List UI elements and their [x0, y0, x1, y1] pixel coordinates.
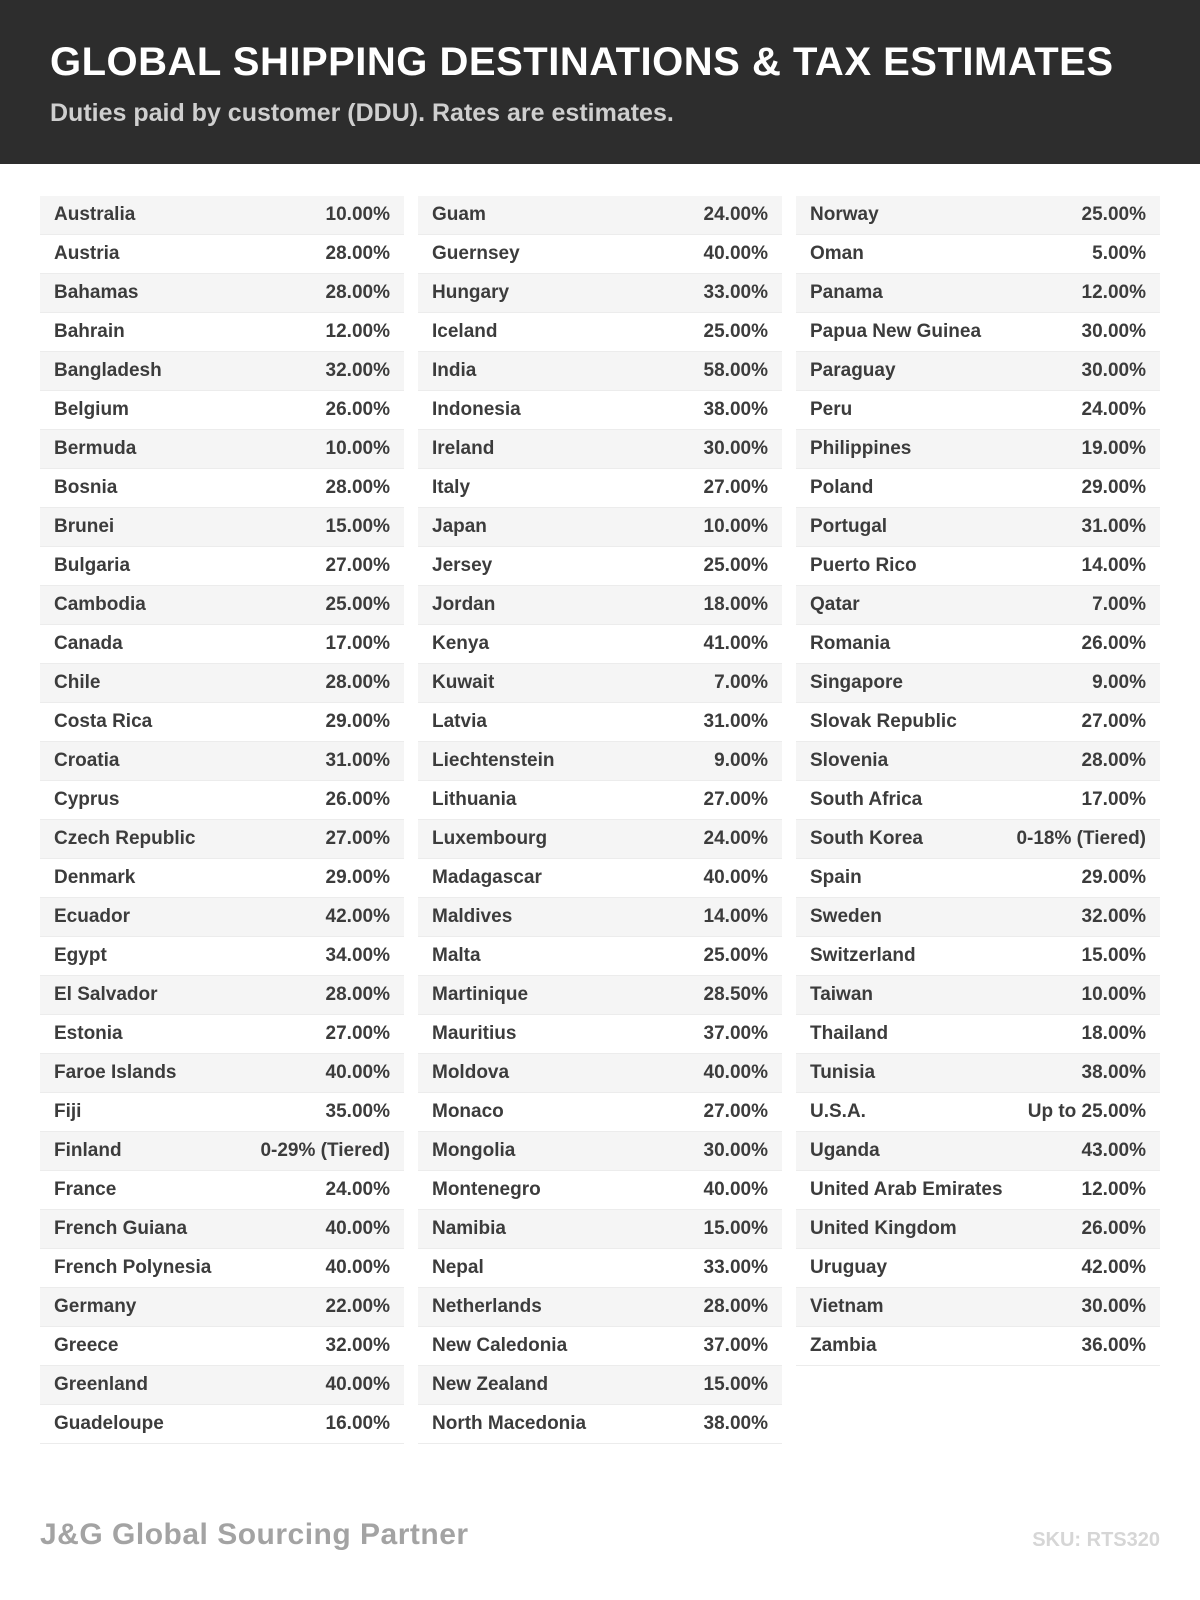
- tax-rate: 0-18% (Tiered): [1016, 828, 1146, 849]
- country-name: Greenland: [54, 1374, 148, 1395]
- table-row: [418, 1327, 782, 1366]
- rate-table: [0, 164, 1200, 1444]
- tax-rate: 17.00%: [1081, 789, 1146, 810]
- table-row: [40, 1327, 404, 1366]
- country-name: Mauritius: [432, 1023, 517, 1044]
- tax-rate: 36.00%: [1081, 1335, 1146, 1356]
- table-row: [418, 859, 782, 898]
- table-row: [40, 274, 404, 313]
- country-name: Thailand: [810, 1023, 889, 1044]
- table-row: [418, 1405, 782, 1444]
- country-name: Uganda: [810, 1140, 880, 1161]
- table-row: [40, 1288, 404, 1327]
- table-row: [796, 1132, 1160, 1171]
- table-row: [796, 976, 1160, 1015]
- tax-rate: 28.00%: [325, 984, 390, 1005]
- page-header: [0, 0, 1200, 164]
- country-name: United Arab Emirates: [810, 1179, 1003, 1200]
- tax-rate: 28.50%: [703, 984, 768, 1005]
- tax-rate: 31.00%: [703, 711, 768, 732]
- tax-rate: 27.00%: [703, 477, 768, 498]
- tax-rate: 30.00%: [703, 1140, 768, 1161]
- table-row: [40, 313, 404, 352]
- table-row: [418, 352, 782, 391]
- country-name: Costa Rica: [54, 711, 153, 732]
- table-row: [418, 625, 782, 664]
- table-row: [418, 703, 782, 742]
- tax-rate: 42.00%: [325, 906, 390, 927]
- page-title: GLOBAL SHIPPING DESTINATIONS & TAX ESTIMATES: [50, 40, 1114, 84]
- tax-rate: 40.00%: [325, 1218, 390, 1239]
- table-row: [796, 196, 1160, 235]
- tax-rate: 27.00%: [325, 828, 390, 849]
- tax-rate: 17.00%: [325, 633, 390, 654]
- table-column: [796, 196, 1160, 1366]
- country-name: Tunisia: [810, 1062, 876, 1083]
- table-row: [40, 1132, 404, 1171]
- tax-rate: 10.00%: [325, 438, 390, 459]
- country-name: Guernsey: [432, 243, 520, 264]
- tax-rate: 58.00%: [703, 360, 768, 381]
- table-row: [40, 1054, 404, 1093]
- tax-rate: 29.00%: [1081, 477, 1146, 498]
- table-row: [796, 1327, 1160, 1366]
- tax-rate: 26.00%: [325, 789, 390, 810]
- table-row: [418, 898, 782, 937]
- country-name: Maldives: [432, 906, 513, 927]
- table-row: [796, 1054, 1160, 1093]
- tax-rate: 28.00%: [703, 1296, 768, 1317]
- tax-rate: 31.00%: [1081, 516, 1146, 537]
- tax-rate: 28.00%: [325, 243, 390, 264]
- country-name: Nepal: [432, 1257, 484, 1278]
- country-name: Finland: [54, 1140, 122, 1161]
- table-row: [418, 313, 782, 352]
- tax-rate: Up to 25.00%: [1027, 1101, 1146, 1122]
- tax-rate: 42.00%: [1081, 1257, 1146, 1278]
- country-name: Sweden: [810, 906, 882, 927]
- country-name: Kuwait: [432, 672, 495, 693]
- country-name: Bulgaria: [54, 555, 131, 576]
- table-row: [418, 1210, 782, 1249]
- country-name: South Africa: [810, 789, 923, 810]
- table-row: [418, 820, 782, 859]
- tax-rate: 29.00%: [325, 867, 390, 888]
- tax-rate: 37.00%: [703, 1023, 768, 1044]
- table-row: [40, 781, 404, 820]
- country-name: Bangladesh: [54, 360, 162, 381]
- tax-rate: 28.00%: [325, 282, 390, 303]
- tax-rate: 29.00%: [325, 711, 390, 732]
- table-row: [40, 742, 404, 781]
- country-name: Martinique: [432, 984, 529, 1005]
- table-row: [418, 508, 782, 547]
- tax-rate: 24.00%: [703, 828, 768, 849]
- table-row: [40, 703, 404, 742]
- table-row: [796, 586, 1160, 625]
- tax-rate: 40.00%: [703, 243, 768, 264]
- country-name: Egypt: [54, 945, 107, 966]
- country-name: Ireland: [432, 438, 495, 459]
- table-column: [40, 196, 404, 1444]
- tax-rate: 9.00%: [1092, 672, 1146, 693]
- tax-rate: 10.00%: [703, 516, 768, 537]
- tax-rate: 37.00%: [703, 1335, 768, 1356]
- country-name: Faroe Islands: [54, 1062, 177, 1083]
- country-name: Hungary: [432, 282, 510, 303]
- country-name: Montenegro: [432, 1179, 541, 1200]
- country-name: French Guiana: [54, 1218, 188, 1239]
- tax-rate: 14.00%: [1081, 555, 1146, 576]
- table-row: [40, 1171, 404, 1210]
- country-name: New Caledonia: [432, 1335, 568, 1356]
- brand-name: J&G Global Sourcing Partner: [40, 1518, 469, 1551]
- country-name: South Korea: [810, 828, 923, 849]
- table-row: [796, 1171, 1160, 1210]
- tax-rate: 38.00%: [703, 1413, 768, 1434]
- country-name: Australia: [54, 204, 136, 225]
- country-name: Romania: [810, 633, 891, 654]
- country-name: Taiwan: [810, 984, 873, 1005]
- tax-rate: 27.00%: [703, 1101, 768, 1122]
- table-row: [418, 1132, 782, 1171]
- country-name: Chile: [54, 672, 101, 693]
- table-row: [40, 547, 404, 586]
- tax-rate: 33.00%: [703, 282, 768, 303]
- table-row: [40, 235, 404, 274]
- table-row: [418, 976, 782, 1015]
- country-name: Moldova: [432, 1062, 510, 1083]
- table-row: [40, 469, 404, 508]
- table-row: [418, 781, 782, 820]
- country-name: Oman: [810, 243, 864, 264]
- tax-rate: 24.00%: [325, 1179, 390, 1200]
- table-row: [40, 937, 404, 976]
- table-row: [796, 703, 1160, 742]
- country-name: Jordan: [432, 594, 496, 615]
- country-name: Fiji: [54, 1101, 82, 1122]
- country-name: Cyprus: [54, 789, 120, 810]
- country-name: Italy: [432, 477, 471, 498]
- table-row: [418, 1015, 782, 1054]
- country-name: Bahamas: [54, 282, 139, 303]
- table-row: [796, 235, 1160, 274]
- table-row: [418, 1093, 782, 1132]
- tax-rate: 35.00%: [325, 1101, 390, 1122]
- table-row: [40, 352, 404, 391]
- tax-rate: 10.00%: [1081, 984, 1146, 1005]
- country-name: Brunei: [54, 516, 115, 537]
- tax-rate: 29.00%: [1081, 867, 1146, 888]
- tax-rate: 12.00%: [325, 321, 390, 342]
- table-row: [796, 664, 1160, 703]
- page-footer: [40, 1518, 1160, 1552]
- table-row: [418, 274, 782, 313]
- country-name: Latvia: [432, 711, 487, 732]
- tax-rate: 9.00%: [714, 750, 768, 771]
- tax-rate: 26.00%: [325, 399, 390, 420]
- table-row: [418, 430, 782, 469]
- table-row: [796, 781, 1160, 820]
- country-name: India: [432, 360, 477, 381]
- country-name: Namibia: [432, 1218, 506, 1239]
- tax-rate: 40.00%: [703, 1179, 768, 1200]
- country-name: Netherlands: [432, 1296, 542, 1317]
- table-row: [40, 1405, 404, 1444]
- table-row: [796, 1093, 1160, 1132]
- tax-rate: 40.00%: [703, 1062, 768, 1083]
- table-row: [40, 508, 404, 547]
- table-row: [418, 937, 782, 976]
- tax-rate: 40.00%: [325, 1062, 390, 1083]
- table-row: [796, 547, 1160, 586]
- table-row: [418, 1171, 782, 1210]
- table-row: [796, 1288, 1160, 1327]
- tax-rate: 40.00%: [325, 1374, 390, 1395]
- country-name: Belgium: [54, 399, 129, 420]
- tax-rate: 30.00%: [1081, 360, 1146, 381]
- table-row: [796, 820, 1160, 859]
- table-row: [40, 391, 404, 430]
- tax-rate: 28.00%: [325, 672, 390, 693]
- country-name: United Kingdom: [810, 1218, 957, 1239]
- table-row: [40, 1210, 404, 1249]
- table-row: [418, 664, 782, 703]
- table-row: [418, 1249, 782, 1288]
- table-row: [40, 430, 404, 469]
- country-name: Iceland: [432, 321, 498, 342]
- table-row: [796, 430, 1160, 469]
- table-row: [40, 196, 404, 235]
- country-name: Spain: [810, 867, 862, 888]
- tax-rate: 40.00%: [325, 1257, 390, 1278]
- country-name: Denmark: [54, 867, 136, 888]
- country-name: Madagascar: [432, 867, 542, 888]
- tax-rate: 22.00%: [325, 1296, 390, 1317]
- country-name: Guadeloupe: [54, 1413, 164, 1434]
- country-name: Croatia: [54, 750, 120, 771]
- country-name: U.S.A.: [810, 1101, 866, 1122]
- tax-rate: 33.00%: [703, 1257, 768, 1278]
- country-name: Czech Republic: [54, 828, 196, 849]
- table-row: [40, 859, 404, 898]
- tax-rate: 7.00%: [1092, 594, 1146, 615]
- table-row: [40, 898, 404, 937]
- country-name: Austria: [54, 243, 120, 264]
- tax-rate: 34.00%: [325, 945, 390, 966]
- table-row: [796, 859, 1160, 898]
- table-row: [796, 1210, 1160, 1249]
- tax-rate: 16.00%: [325, 1413, 390, 1434]
- tax-rate: 0-29% (Tiered): [260, 1140, 390, 1161]
- country-name: Paraguay: [810, 360, 896, 381]
- tax-rate: 27.00%: [1081, 711, 1146, 732]
- table-row: [418, 1288, 782, 1327]
- tax-rate: 32.00%: [325, 360, 390, 381]
- tax-rate: 24.00%: [1081, 399, 1146, 420]
- country-name: France: [54, 1179, 117, 1200]
- tax-rate: 26.00%: [1081, 633, 1146, 654]
- country-name: Japan: [432, 516, 487, 537]
- tax-rate: 28.00%: [325, 477, 390, 498]
- table-row: [40, 1366, 404, 1405]
- country-name: Canada: [54, 633, 123, 654]
- country-name: Germany: [54, 1296, 137, 1317]
- table-row: [796, 1249, 1160, 1288]
- table-row: [418, 391, 782, 430]
- table-row: [418, 196, 782, 235]
- country-name: Slovenia: [810, 750, 889, 771]
- tax-rate: 27.00%: [325, 555, 390, 576]
- tax-rate: 38.00%: [1081, 1062, 1146, 1083]
- country-name: Norway: [810, 204, 879, 225]
- country-name: Bahrain: [54, 321, 125, 342]
- table-row: [796, 469, 1160, 508]
- country-name: Portugal: [810, 516, 888, 537]
- country-name: Zambia: [810, 1335, 877, 1356]
- country-name: Puerto Rico: [810, 555, 917, 576]
- table-row: [40, 586, 404, 625]
- tax-rate: 27.00%: [703, 789, 768, 810]
- tax-rate: 30.00%: [1081, 321, 1146, 342]
- tax-rate: 5.00%: [1092, 243, 1146, 264]
- table-row: [796, 625, 1160, 664]
- tax-rate: 32.00%: [325, 1335, 390, 1356]
- table-row: [796, 742, 1160, 781]
- tax-rate: 25.00%: [1081, 204, 1146, 225]
- tax-rate: 43.00%: [1081, 1140, 1146, 1161]
- tax-rate: 26.00%: [1081, 1218, 1146, 1239]
- country-name: Switzerland: [810, 945, 916, 966]
- country-name: Bermuda: [54, 438, 137, 459]
- country-name: Slovak Republic: [810, 711, 957, 732]
- table-row: [796, 352, 1160, 391]
- table-row: [40, 1093, 404, 1132]
- table-row: [418, 586, 782, 625]
- tax-rate: 25.00%: [325, 594, 390, 615]
- country-name: Cambodia: [54, 594, 146, 615]
- table-row: [418, 547, 782, 586]
- table-row: [40, 1249, 404, 1288]
- table-row: [796, 1015, 1160, 1054]
- table-row: [418, 742, 782, 781]
- country-name: Indonesia: [432, 399, 521, 420]
- table-row: [796, 313, 1160, 352]
- country-name: Kenya: [432, 633, 490, 654]
- table-row: [796, 937, 1160, 976]
- country-name: Peru: [810, 399, 853, 420]
- country-name: Guam: [432, 204, 486, 225]
- tax-rate: 25.00%: [703, 321, 768, 342]
- page-subtitle: Duties paid by customer (DDU). Rates are estimates.: [50, 99, 674, 127]
- country-name: Qatar: [810, 594, 860, 615]
- tax-rate: 27.00%: [325, 1023, 390, 1044]
- country-name: Papua New Guinea: [810, 321, 982, 342]
- table-row: [418, 1054, 782, 1093]
- country-name: Lithuania: [432, 789, 517, 810]
- sku-label: SKU: RTS320: [1032, 1529, 1160, 1551]
- country-name: Bosnia: [54, 477, 118, 498]
- tax-rate: 40.00%: [703, 867, 768, 888]
- tax-rate: 7.00%: [714, 672, 768, 693]
- table-row: [418, 235, 782, 274]
- country-name: Philippines: [810, 438, 912, 459]
- tax-rate: 10.00%: [325, 204, 390, 225]
- tax-rate: 15.00%: [325, 516, 390, 537]
- country-name: Vietnam: [810, 1296, 884, 1317]
- tax-rate: 12.00%: [1081, 1179, 1146, 1200]
- table-row: [418, 1366, 782, 1405]
- tax-rate: 41.00%: [703, 633, 768, 654]
- tax-rate: 18.00%: [703, 594, 768, 615]
- table-row: [40, 625, 404, 664]
- country-name: Liechtenstein: [432, 750, 555, 771]
- tax-rate: 12.00%: [1081, 282, 1146, 303]
- table-row: [796, 898, 1160, 937]
- country-name: Greece: [54, 1335, 119, 1356]
- country-name: Estonia: [54, 1023, 123, 1044]
- country-name: Luxembourg: [432, 828, 548, 849]
- country-name: Mongolia: [432, 1140, 516, 1161]
- country-name: Ecuador: [54, 906, 131, 927]
- country-name: Singapore: [810, 672, 903, 693]
- tax-rate: 30.00%: [1081, 1296, 1146, 1317]
- tax-rate: 18.00%: [1081, 1023, 1146, 1044]
- tax-rate: 15.00%: [1081, 945, 1146, 966]
- table-row: [40, 976, 404, 1015]
- tax-rate: 31.00%: [325, 750, 390, 771]
- tax-rate: 15.00%: [703, 1374, 768, 1395]
- table-row: [40, 1015, 404, 1054]
- country-name: Poland: [810, 477, 874, 498]
- country-name: Jersey: [432, 555, 493, 576]
- table-row: [418, 469, 782, 508]
- country-name: New Zealand: [432, 1374, 549, 1395]
- tax-rate: 25.00%: [703, 945, 768, 966]
- country-name: Malta: [432, 945, 481, 966]
- tax-rate: 38.00%: [703, 399, 768, 420]
- country-name: Panama: [810, 282, 883, 303]
- table-row: [40, 664, 404, 703]
- table-row: [796, 274, 1160, 313]
- country-name: French Polynesia: [54, 1257, 212, 1278]
- country-name: El Salvador: [54, 984, 158, 1005]
- tax-rate: 28.00%: [1081, 750, 1146, 771]
- tax-rate: 19.00%: [1081, 438, 1146, 459]
- tax-rate: 30.00%: [703, 438, 768, 459]
- table-row: [796, 508, 1160, 547]
- tax-rate: 25.00%: [703, 555, 768, 576]
- tax-rate: 24.00%: [703, 204, 768, 225]
- tax-rate: 15.00%: [703, 1218, 768, 1239]
- tax-rate: 32.00%: [1081, 906, 1146, 927]
- table-column: [418, 196, 782, 1444]
- table-row: [40, 820, 404, 859]
- country-name: Monaco: [432, 1101, 504, 1122]
- table-row: [796, 391, 1160, 430]
- country-name: Uruguay: [810, 1257, 888, 1278]
- country-name: North Macedonia: [432, 1413, 587, 1434]
- tax-rate: 14.00%: [703, 906, 768, 927]
